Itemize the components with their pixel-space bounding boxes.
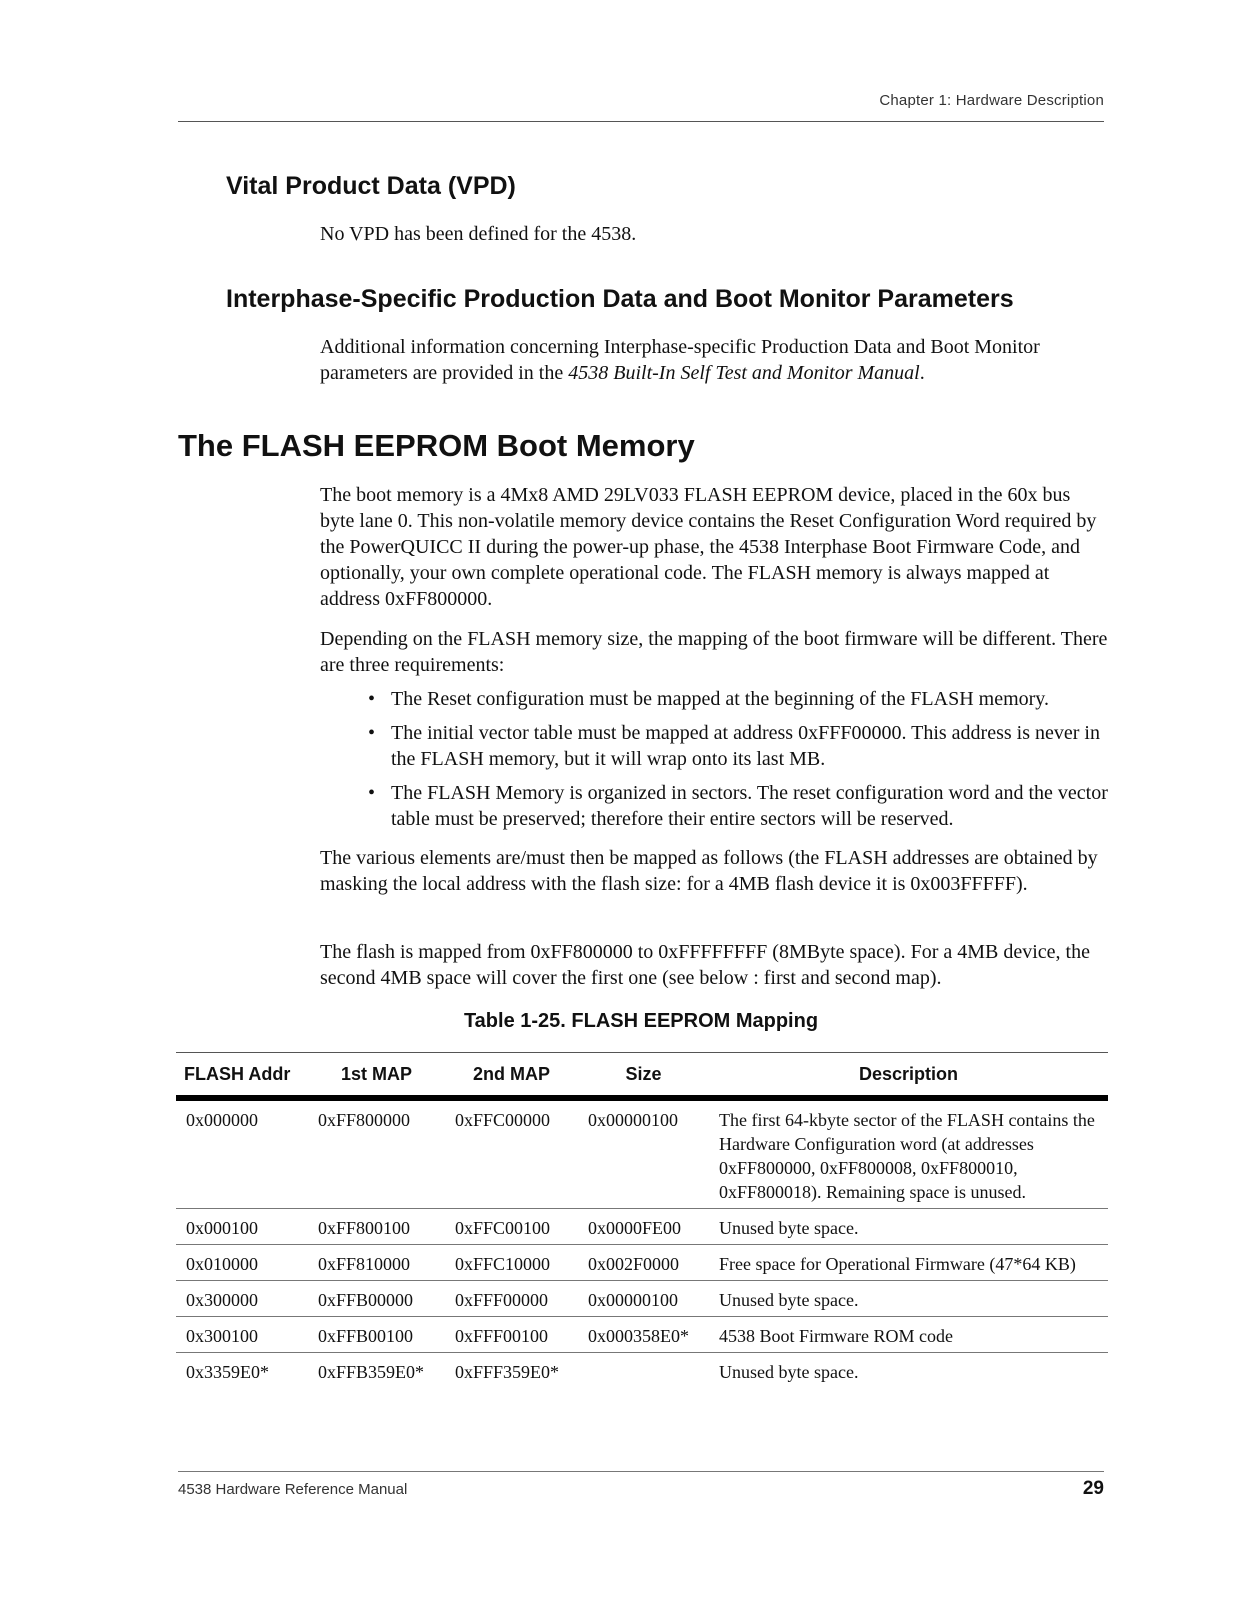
table-cell: 0xFFC00100 bbox=[445, 1209, 578, 1245]
table-cell: 0xFF800100 bbox=[308, 1209, 445, 1245]
flash-paragraph-4: The flash is mapped from 0xFF800000 to 0xFFFFFFFF (8MByte space). For a 4MB device, the second 4MB space will cover the first one (see below : first and second map). bbox=[320, 941, 1090, 989]
footer-rule bbox=[178, 1471, 1104, 1472]
table-cell: 0xFFB00000 bbox=[308, 1281, 445, 1317]
list-item bbox=[320, 686, 1110, 712]
table-cell: 0xFFB359E0* bbox=[318, 1362, 425, 1382]
table-row bbox=[176, 1317, 1108, 1353]
table-cell: 0xFFF00100 bbox=[445, 1317, 578, 1353]
table-cell: 0x000000 bbox=[176, 1098, 308, 1209]
table-cell: Unused byte space. bbox=[719, 1362, 859, 1382]
list-item-text: The initial vector table must be mapped at address 0xFFF00000. This address is never in the FLASH memory, but it will wrap onto its last MB. bbox=[391, 722, 1100, 770]
manual-reference: 4538 Built-In Self Test and Monitor Manual bbox=[568, 362, 920, 384]
table-cell: 0x000358E0* bbox=[578, 1317, 709, 1353]
flash-mapping-table bbox=[176, 1052, 1108, 1388]
flash-paragraph-1: The boot memory is a 4Mx8 AMD 29LV033 FLASH EEPROM device, placed in the 60x bus byte lane 0. This non-volatile memory device contains the Reset Configuration Word required by the PowerQUICC II during the power-up phase, the 4538 Interphase Boot Firmware Code, and optionally, your own complete operational code. The FLASH memory is always mapped at address 0xFF800000. bbox=[320, 484, 1097, 610]
table-row bbox=[176, 1353, 1108, 1389]
table-cell: Unused byte space. bbox=[709, 1209, 1108, 1245]
interphase-body bbox=[320, 334, 1108, 386]
table-cell: Free space for Operational Firmware (47*64 KB) bbox=[709, 1245, 1108, 1281]
bullet-icon: • bbox=[368, 782, 376, 804]
table-cell bbox=[578, 1353, 709, 1389]
table-cell: 0x00000100 bbox=[578, 1098, 709, 1209]
section-title-interphase: Interphase-Specific Production Data and Boot Monitor Parameters bbox=[226, 285, 1014, 313]
list-item bbox=[320, 720, 1110, 772]
column-header: 1st MAP bbox=[308, 1053, 445, 1099]
list-item-text: The FLASH Memory is organized in sectors. The reset configuration word and the vector table must be preserved; therefore their entire sectors will be reserved. bbox=[391, 782, 1108, 830]
table-cell: The first 64-kbyte sector of the FLASH contains the Hardware Configuration word (at addresses 0xFF800000, 0xFF800008, 0xFF800010, 0xFF800018). Remaining space is unused. bbox=[709, 1098, 1108, 1209]
table-cell: 0xFFF00000 bbox=[445, 1281, 578, 1317]
table-cell: 0x300100 bbox=[176, 1317, 308, 1353]
column-header: 2nd MAP bbox=[445, 1053, 578, 1099]
table-cell: 0x00000100 bbox=[578, 1281, 709, 1317]
header-rule bbox=[178, 121, 1104, 122]
table-row bbox=[176, 1098, 1108, 1209]
list-item bbox=[320, 780, 1110, 832]
bullet-icon: • bbox=[368, 722, 376, 744]
table-cell: 0xFF810000 bbox=[308, 1245, 445, 1281]
table-row bbox=[176, 1281, 1108, 1317]
table-cell: 0xFF800000 bbox=[308, 1098, 445, 1209]
table-cell: 0xFFC10000 bbox=[445, 1245, 578, 1281]
bullet-icon: • bbox=[368, 688, 376, 710]
table-cell: 0x010000 bbox=[176, 1245, 308, 1281]
table-cell: Unused byte space. bbox=[709, 1281, 1108, 1317]
list-item-text: The Reset configuration must be mapped at the beginning of the FLASH memory. bbox=[391, 688, 1050, 710]
table-header-row bbox=[176, 1053, 1108, 1099]
section-title-vpd: Vital Product Data (VPD) bbox=[226, 172, 516, 200]
table-cell: 0x0000FE00 bbox=[578, 1209, 709, 1245]
vpd-body: No VPD has been defined for the 4538. bbox=[320, 223, 637, 245]
table-cell: 0x000100 bbox=[176, 1209, 308, 1245]
interphase-body-text: Additional information concerning Interphase-specific Production Data and Boot Monitor parameters are provided in the bbox=[320, 336, 1040, 384]
flash-paragraph-2: Depending on the FLASH memory size, the mapping of the boot firmware will be different. There are three requirements: bbox=[320, 628, 1108, 676]
footer-manual-title: 4538 Hardware Reference Manual bbox=[178, 1481, 408, 1498]
table-row bbox=[176, 1209, 1108, 1245]
table-cell: 0x300000 bbox=[176, 1281, 308, 1317]
table-cell: 4538 Boot Firmware ROM code bbox=[709, 1317, 1108, 1353]
table-cell: 0xFFF359E0* bbox=[455, 1362, 560, 1382]
page-number: 29 bbox=[1082, 1478, 1104, 1499]
requirements-list bbox=[320, 686, 1110, 840]
flash-paragraph-3: The various elements are/must then be mapped as follows (the FLASH addresses are obtained by masking the local address with the flash size: for a 4MB flash device it is 0x003FFFFF). bbox=[320, 847, 1098, 895]
table-cell: 0x002F0000 bbox=[578, 1245, 709, 1281]
column-header: Description bbox=[709, 1053, 1108, 1099]
table-cell: 0xFFB00100 bbox=[308, 1317, 445, 1353]
table-title: Table 1-25. FLASH EEPROM Mapping bbox=[463, 1010, 819, 1032]
column-header: Size bbox=[578, 1053, 709, 1099]
table-cell: 0x3359E0* bbox=[186, 1362, 269, 1382]
column-header: FLASH Addr bbox=[176, 1053, 308, 1099]
chapter-section-title: The FLASH EEPROM Boot Memory bbox=[178, 428, 695, 463]
interphase-body-end: . bbox=[919, 362, 925, 384]
table-cell: 0xFFC00000 bbox=[445, 1098, 578, 1209]
table-row bbox=[176, 1245, 1108, 1281]
running-header: Chapter 1: Hardware Description bbox=[879, 92, 1104, 109]
